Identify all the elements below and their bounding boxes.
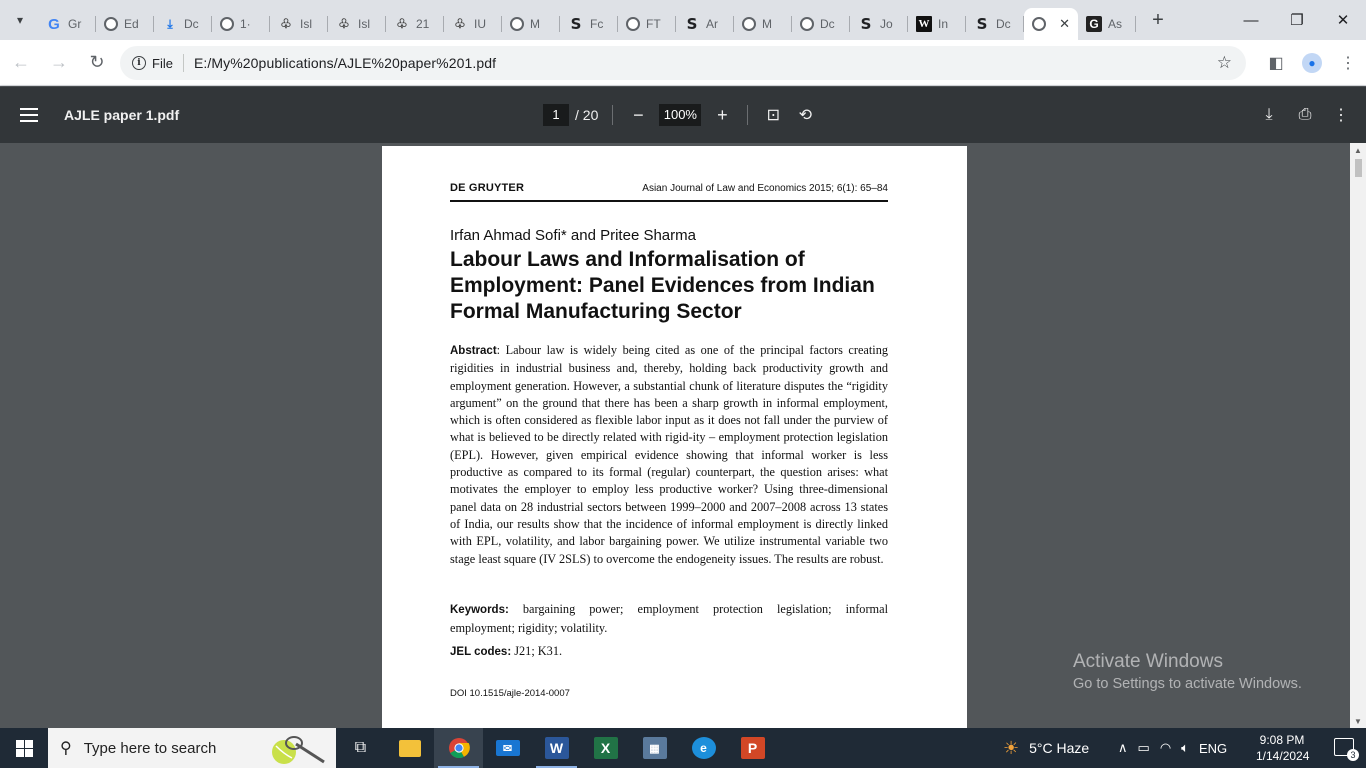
browser-tab[interactable] (1078, 8, 1136, 40)
weather-text: 5°C Haze (1029, 740, 1090, 756)
site-info-chip[interactable] (124, 50, 181, 76)
taskbar-search-box[interactable] (48, 728, 336, 768)
tab-title: Ar (706, 17, 718, 31)
toolbar-divider (612, 105, 613, 125)
battery-icon[interactable]: ▭ (1137, 740, 1150, 755)
doi-text: DOI 10.1515/ajle-2014-0007 (450, 688, 570, 699)
tree-icon: ♧ (396, 16, 408, 31)
zoom-in-button[interactable]: + (717, 104, 728, 125)
tab-title: Ed (124, 17, 139, 31)
zoom-level-input[interactable]: 100% (659, 104, 701, 126)
address-bar[interactable] (120, 46, 1246, 80)
file-explorer-icon[interactable] (385, 728, 434, 768)
browser-tab[interactable] (444, 8, 502, 40)
toolbar-right-actions (1258, 40, 1366, 86)
paper-authors: Irfan Ahmad Sofi* and Pritee Sharma (450, 227, 696, 244)
close-window-button[interactable]: ✕ (1336, 12, 1350, 29)
chip-divider (183, 54, 184, 72)
jel-text: J21; K31. (511, 644, 563, 658)
windows-logo-icon (16, 740, 33, 757)
browser-tab[interactable] (38, 8, 96, 40)
tab-title: Dc (820, 17, 835, 31)
pdf-right-actions (1258, 87, 1352, 143)
pdf-menu-icon[interactable] (20, 108, 44, 122)
keywords-label: Keywords: (450, 604, 509, 616)
bookmark-star-icon[interactable]: ☆ (1216, 53, 1232, 72)
tab-title: M (762, 17, 772, 31)
back-button[interactable]: ← (12, 52, 30, 72)
rotate-icon[interactable]: ⟲ (798, 107, 813, 124)
s-icon: S (686, 15, 698, 33)
page-header (450, 182, 888, 202)
tab-title: Gr (68, 17, 82, 31)
keywords-paragraph (450, 600, 888, 637)
more-options-icon[interactable]: ⋮ (1333, 107, 1349, 124)
pdf-page (382, 146, 967, 728)
start-button[interactable] (0, 728, 48, 768)
globe-icon (742, 17, 756, 31)
tab-title: Fc (590, 17, 604, 31)
browser-tab[interactable] (966, 8, 1024, 40)
w-icon: W (916, 16, 932, 32)
zoom-out-button[interactable]: − (633, 104, 644, 125)
browser-tab[interactable] (792, 8, 850, 40)
abstract-text: : Labour law is widely being cited as one of the principal factors creating rigidities in industrial business and, thereby, holding back productivity growth and employment generation. However, a substantial chunk of literature disputes the “rigidity argument” on the ground that there has been a sharp growth in informal employment, which is often considered as flexible labor input as it does not fall under the purview of what is believed to be directly related with rigid-ity – employment protection legislation (EPL). However, given empirical evidence showing that informal worker is less productive as compared to its formal (regular) counterpart, the question arises: what motivates the employer to employ less productive worker? Using three-dimensional panel data on 28 industrial sectors between 1999–2000 and 2007–2008 across 13 states of India, our results show that the incidence of informal employment is directly linked with EPL, volatility, and labor bargaining power. We utilize instrumental variable two stage least square (IV 2SLS) to overcome the endogeneity issues. The results are robust. (450, 343, 888, 566)
tab-list (38, 0, 1136, 40)
browser-tab[interactable] (850, 8, 908, 40)
notification-center-icon[interactable] (1334, 738, 1356, 760)
journal-reference: Asian Journal of Law and Economics 2015; 6(1): 65–84 (642, 183, 888, 194)
download-icon[interactable]: ⤓ (1265, 106, 1273, 123)
tab-title: In (938, 17, 949, 31)
window-controls (1228, 0, 1366, 40)
notification-count: 3 (1347, 749, 1359, 761)
task-view-button[interactable]: ⧉ (354, 739, 367, 756)
download-icon: ⤓ (167, 16, 173, 31)
google-icon: G (48, 15, 60, 33)
clock-time: 9:08 PM (1259, 733, 1305, 747)
globe-icon (104, 17, 118, 31)
tree-icon: ♧ (338, 16, 350, 31)
pdf-filename: AJLE paper 1.pdf (64, 107, 180, 123)
powerpoint-icon[interactable]: P (728, 728, 777, 768)
forward-button[interactable]: → (50, 52, 68, 72)
volume-icon[interactable]: 🔈︎ (1181, 740, 1189, 755)
s-icon: S (860, 15, 872, 33)
browser-tab[interactable] (212, 8, 270, 40)
publisher-name: DE GRUYTER (450, 182, 525, 194)
language-indicator[interactable]: ENG (1198, 740, 1228, 756)
print-icon[interactable]: ⎙ (1298, 106, 1312, 123)
browser-tab[interactable] (96, 8, 154, 40)
tab-title: Isl (358, 17, 370, 31)
tab-title: Dc (996, 17, 1011, 31)
info-icon: i (132, 56, 146, 70)
browser-tab[interactable] (908, 8, 966, 40)
abstract-label: Abstract (450, 345, 497, 357)
mail-icon[interactable]: ✉ (483, 728, 532, 768)
search-placeholder: Type here to search (83, 739, 217, 757)
taskbar-apps (336, 728, 777, 768)
reload-button[interactable]: ↻ (89, 52, 105, 72)
scrollbar-thumb[interactable] (1355, 159, 1362, 177)
pdf-page-controls (543, 87, 816, 143)
system-tray (1118, 728, 1227, 768)
browser-tab[interactable] (328, 8, 386, 40)
tab-title: Jo (880, 17, 893, 31)
browser-tab[interactable] (386, 8, 444, 40)
browser-tab[interactable] (734, 8, 792, 40)
weather-icon: ☀ (1003, 737, 1020, 758)
activate-windows-watermark (1073, 651, 1302, 692)
weather-widget[interactable] (1003, 728, 1089, 768)
s-icon: S (976, 15, 988, 33)
browser-menu-icon[interactable]: ⋮ (1340, 55, 1356, 72)
c-icon: G (1086, 16, 1102, 32)
browser-tab[interactable] (618, 8, 676, 40)
tab-title: IU (474, 17, 486, 31)
tab-title: As (1108, 17, 1123, 31)
browser-tab-strip (0, 0, 1366, 40)
url-text[interactable]: E:/My%20publications/AJLE%20paper%201.pdf (193, 55, 497, 71)
scroll-up-arrow-icon[interactable]: ▲ (1354, 146, 1362, 155)
tab-title: M (530, 17, 540, 31)
globe-icon (510, 17, 524, 31)
edge-icon[interactable]: e (679, 728, 728, 768)
browser-tab[interactable] (502, 8, 560, 40)
excel-icon[interactable]: X (581, 728, 630, 768)
browser-tab[interactable] (270, 8, 328, 40)
tab-title: 1· (240, 17, 251, 31)
tree-icon: ♧ (454, 16, 466, 31)
tab-title: Isl (300, 17, 312, 31)
page-number-input[interactable]: 1 (543, 104, 569, 126)
pdf-viewer[interactable] (0, 143, 1366, 728)
tab-search-button[interactable]: ▾ (16, 13, 24, 27)
keywords-text: bargaining power; employment protection legislation; informal employment; rigidity; volatility. (450, 602, 888, 635)
globe-icon (1032, 17, 1046, 31)
search-icon: ⚲ (60, 740, 72, 757)
page-total: / 20 (575, 107, 599, 123)
globe-icon (626, 17, 640, 31)
jel-label: JEL codes: (450, 646, 512, 658)
browser-toolbar (0, 40, 1366, 86)
fit-page-icon[interactable]: ⊡ (766, 107, 781, 124)
word-icon[interactable]: W (532, 728, 581, 768)
show-hidden-icons-icon[interactable]: ∧ (1118, 740, 1128, 755)
watermark-subtitle: Go to Settings to activate Windows. (1073, 676, 1302, 692)
calendar-app-icon[interactable]: ▦ (630, 728, 679, 768)
side-panel-icon[interactable]: ◧ (1268, 55, 1284, 72)
watermark-title: Activate Windows (1073, 651, 1223, 672)
minimize-button[interactable]: — (1243, 11, 1259, 29)
tree-icon: ♧ (280, 16, 292, 31)
wifi-icon[interactable]: ◠ (1159, 740, 1172, 755)
s-icon: S (570, 15, 582, 33)
paper-title: Labour Laws and Informalisation of Employment: Panel Evidences from Indian Formal Manufacturing Sector (450, 248, 875, 323)
site-chip-label: File (152, 55, 173, 71)
pdf-toolbar (0, 87, 1366, 143)
browser-tab[interactable] (560, 8, 618, 40)
profile-avatar[interactable]: ● (1302, 53, 1322, 73)
browser-tab[interactable] (154, 8, 212, 40)
tab-title: Dc (184, 17, 199, 31)
toolbar-divider (747, 105, 748, 125)
search-highlight-icon (266, 732, 328, 766)
browser-tab[interactable] (676, 8, 734, 40)
vertical-scrollbar[interactable] (1350, 143, 1366, 728)
new-tab-button[interactable]: + (1152, 8, 1164, 31)
browser-tab-active[interactable] (1024, 8, 1078, 40)
jel-codes-paragraph (450, 644, 562, 659)
globe-icon (800, 17, 814, 31)
globe-icon (220, 17, 234, 31)
abstract-paragraph (450, 342, 888, 568)
restore-button[interactable]: ❐ (1290, 12, 1304, 29)
clock-date: 1/14/2024 (1256, 749, 1310, 763)
tab-close-icon[interactable]: ✕ (1059, 16, 1070, 31)
tab-title: FT (646, 17, 661, 31)
scroll-down-arrow-icon[interactable]: ▼ (1354, 717, 1362, 726)
tab-title: 21 (416, 17, 430, 31)
system-clock[interactable] (1256, 732, 1308, 764)
chrome-icon (448, 737, 470, 759)
chrome-taskbar-icon[interactable] (434, 728, 483, 768)
windows-taskbar (0, 728, 1366, 768)
